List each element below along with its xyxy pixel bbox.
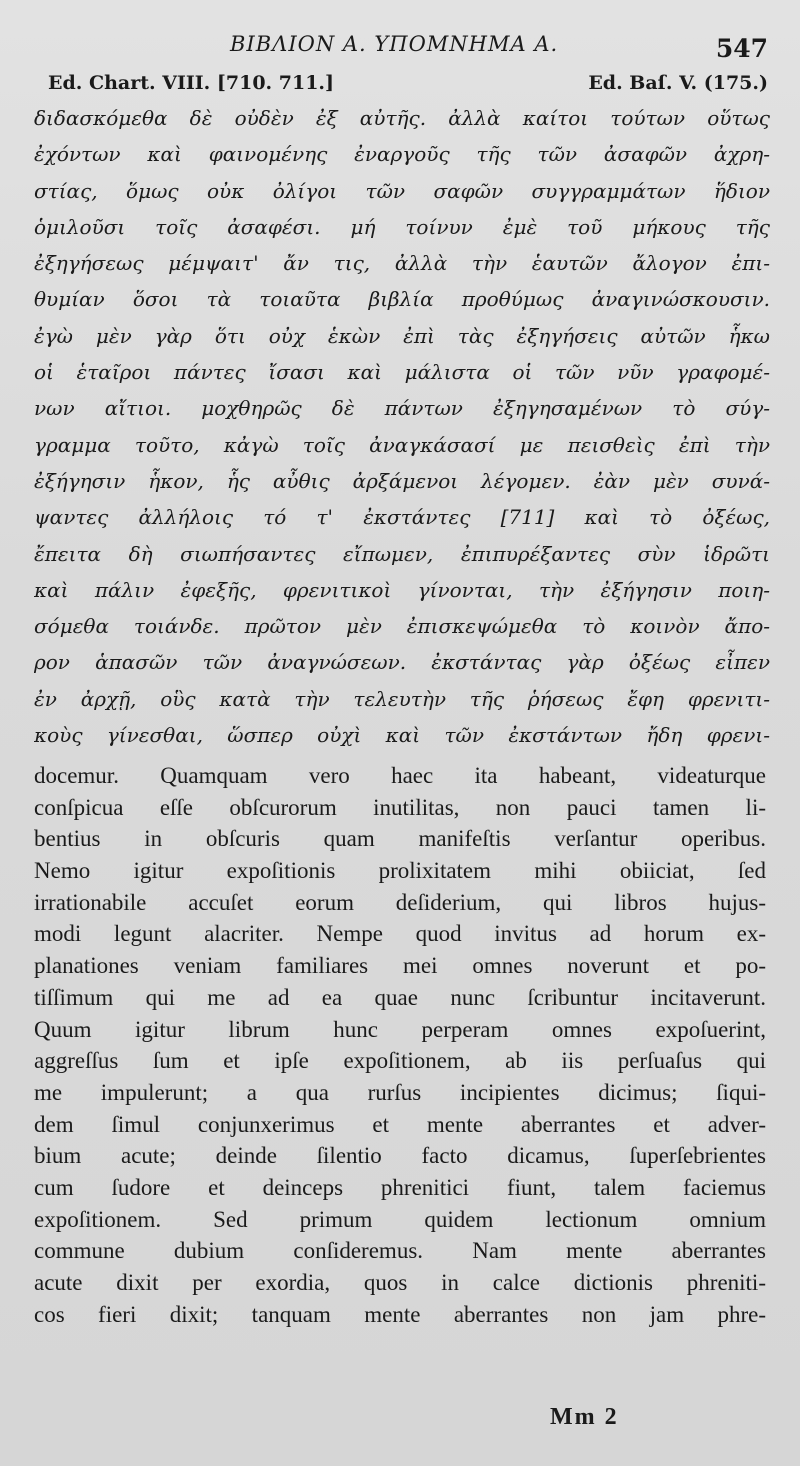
printer-signature-mark: Mm 2 bbox=[550, 1404, 619, 1430]
greek-text-block bbox=[34, 100, 770, 753]
edition-chart-reference: Ed. Chart. VIII. [710. 711.] bbox=[48, 72, 335, 94]
greek-text-line: ἐν ἀρχῇ, οὓς κατὰ τὴν τελευτὴν τῆς ῥήσεως ἔφη φρενιτι- bbox=[34, 686, 770, 711]
greek-text-line: ἐξήγησιν ἧκον, ἧς αὖθις ἀρξάμενοι λέγομεν. ἐὰν μὲν συνά- bbox=[34, 468, 770, 493]
greek-text-line: διδασκόμεθα δὲ οὐδὲν ἐξ αὐτῆς. ἀλλὰ καίτοι τούτων οὕτως bbox=[34, 106, 770, 130]
latin-translation-block bbox=[34, 760, 766, 1330]
latin-text-line: expoſitionem. Sed primum quidem lectionum omnium bbox=[34, 1206, 766, 1232]
latin-text-line: aggreſſus ſum et ipſe expoſitionem, ab iis perſuaſus qui bbox=[34, 1048, 766, 1074]
page-header bbox=[0, 30, 800, 70]
latin-text-line: Nemo igitur expoſitionis prolixitatem mihi obiiciat, ſed bbox=[34, 858, 766, 884]
latin-text-line: planationes veniam familiares mei omnes noverunt et po- bbox=[34, 953, 766, 979]
latin-text-line: cum ſudore et deinceps phrenitici fiunt, talem faciemus bbox=[34, 1174, 766, 1200]
latin-text-line: conſpicua eſſe obſcurorum inutilitas, non pauci tamen li- bbox=[34, 794, 766, 820]
latin-text-line: acute dixit per exordia, quos in calce dictionis phreniti- bbox=[34, 1270, 766, 1295]
greek-text-line: σόμεθα τοιάνδε. πρῶτον μὲν ἐπισκεψώμεθα τὸ κοινὸν ἄπο- bbox=[34, 614, 770, 639]
latin-text-line: cos fieri dixit; tanquam mente aberrantes non jam phre- bbox=[34, 1301, 766, 1327]
latin-text-line: dem ſimul conjunxerimus et mente aberrantes et adver- bbox=[34, 1111, 766, 1137]
greek-text-line: στίας, ὅμως οὐκ ὀλίγοι τῶν σαφῶν συγγραμμάτων ἥδιον bbox=[34, 178, 770, 203]
latin-text-line: docemur. Quamquam vero haec ita habeant, videaturque bbox=[34, 763, 766, 788]
greek-text-line: ἔπειτα δὴ σιωπήσαντες εἴπωμεν, ἐπιπυρέξαντες σὺν ἱδρῶτι bbox=[34, 541, 770, 566]
greek-text-line: οἱ ἑταῖροι πάντες ἴσασι καὶ μάλιστα οἱ τῶν νῦν γραφομέ- bbox=[34, 360, 770, 385]
greek-text-line: ὁμιλοῦσι τοῖς ἀσαφέσι. μή τοίνυν ἐμὲ τοῦ μήκους τῆς bbox=[34, 214, 770, 239]
greek-text-line: ρον ἁπασῶν τῶν ἀναγνώσεων. ἐκστάντας γὰρ ὀξέως εἶπεν bbox=[34, 650, 770, 675]
page-number: 547 bbox=[715, 34, 768, 63]
latin-text-line: bium acute; deinde ſilentio facto dicamus, ſuperſebrientes bbox=[34, 1143, 766, 1169]
greek-text-line: ἐξηγήσεως μέμψαιτ' ἄν τις, ἀλλὰ τὴν ἑαυτῶν ἄλογον ἐπι- bbox=[34, 251, 770, 276]
greek-text-line: θυμίαν ὅσοι τὰ τοιαῦτα βιβλία προθύμως ἀναγινώσκουσιν. bbox=[34, 287, 770, 312]
edition-basel-reference: Ed. Baſ. V. (175.) bbox=[588, 72, 768, 94]
latin-text-line: Quum igitur librum hunc perperam omnes expoſuerint, bbox=[34, 1016, 766, 1042]
greek-text-line: καὶ πάλιν ἐφεξῆς, φρενιτικοὶ γίνονται, τὴν ἐξήγησιν ποιη- bbox=[34, 577, 770, 602]
latin-text-line: me impulerunt; a qua rurſus incipientes dicimus; ſiqui- bbox=[34, 1079, 766, 1105]
latin-text-line: commune dubium conſideremus. Nam mente aberrantes bbox=[34, 1238, 766, 1264]
latin-text-line: tiſſimum qui me ad ea quae nunc ſcribuntur incitaverunt. bbox=[34, 984, 766, 1010]
latin-text-line: bentius in obſcuris quam manifeſtis verſantur operibus. bbox=[34, 826, 766, 852]
edition-reference-line bbox=[48, 72, 768, 100]
greek-text-line: νων αἴτιοι. μοχθηρῶς δὲ πάντων ἐξηγησαμένων τὸ σύγ- bbox=[34, 396, 770, 421]
greek-text-line: ἐχόντων καὶ φαινομένης ἐναργοῦς τῆς τῶν ἀσαφῶν ἀχρη- bbox=[34, 142, 770, 167]
greek-text-line: ψαντες ἀλλήλοις τό τ' ἐκστάντες [711] καὶ τὸ ὀξέως, bbox=[34, 505, 770, 530]
greek-text-line: γραμμα τοῦτο, κἀγὼ τοῖς ἀναγκάσασί με πεισθεὶς ἐπὶ τὴν bbox=[34, 432, 770, 457]
latin-text-line: irrationabile accuſet eorum deſiderium, qui libros hujus- bbox=[34, 889, 766, 915]
greek-text-line: ἐγὼ μὲν γὰρ ὅτι οὐχ ἑκὼν ἐπὶ τὰς ἐξηγήσεις αὐτῶν ἧκω bbox=[34, 323, 770, 348]
greek-text-line: κοὺς γίνεσθαι, ὥσπερ οὐχὶ καὶ τῶν ἐκστάντων ἤδη φρενι- bbox=[34, 723, 770, 748]
running-title: ΒΙΒΛΙΟΝ Α. ΥΠΟΜΝΗΜΑ Α. bbox=[230, 32, 559, 56]
latin-text-line: modi legunt alacriter. Nempe quod invitus ad horum ex- bbox=[34, 921, 766, 947]
